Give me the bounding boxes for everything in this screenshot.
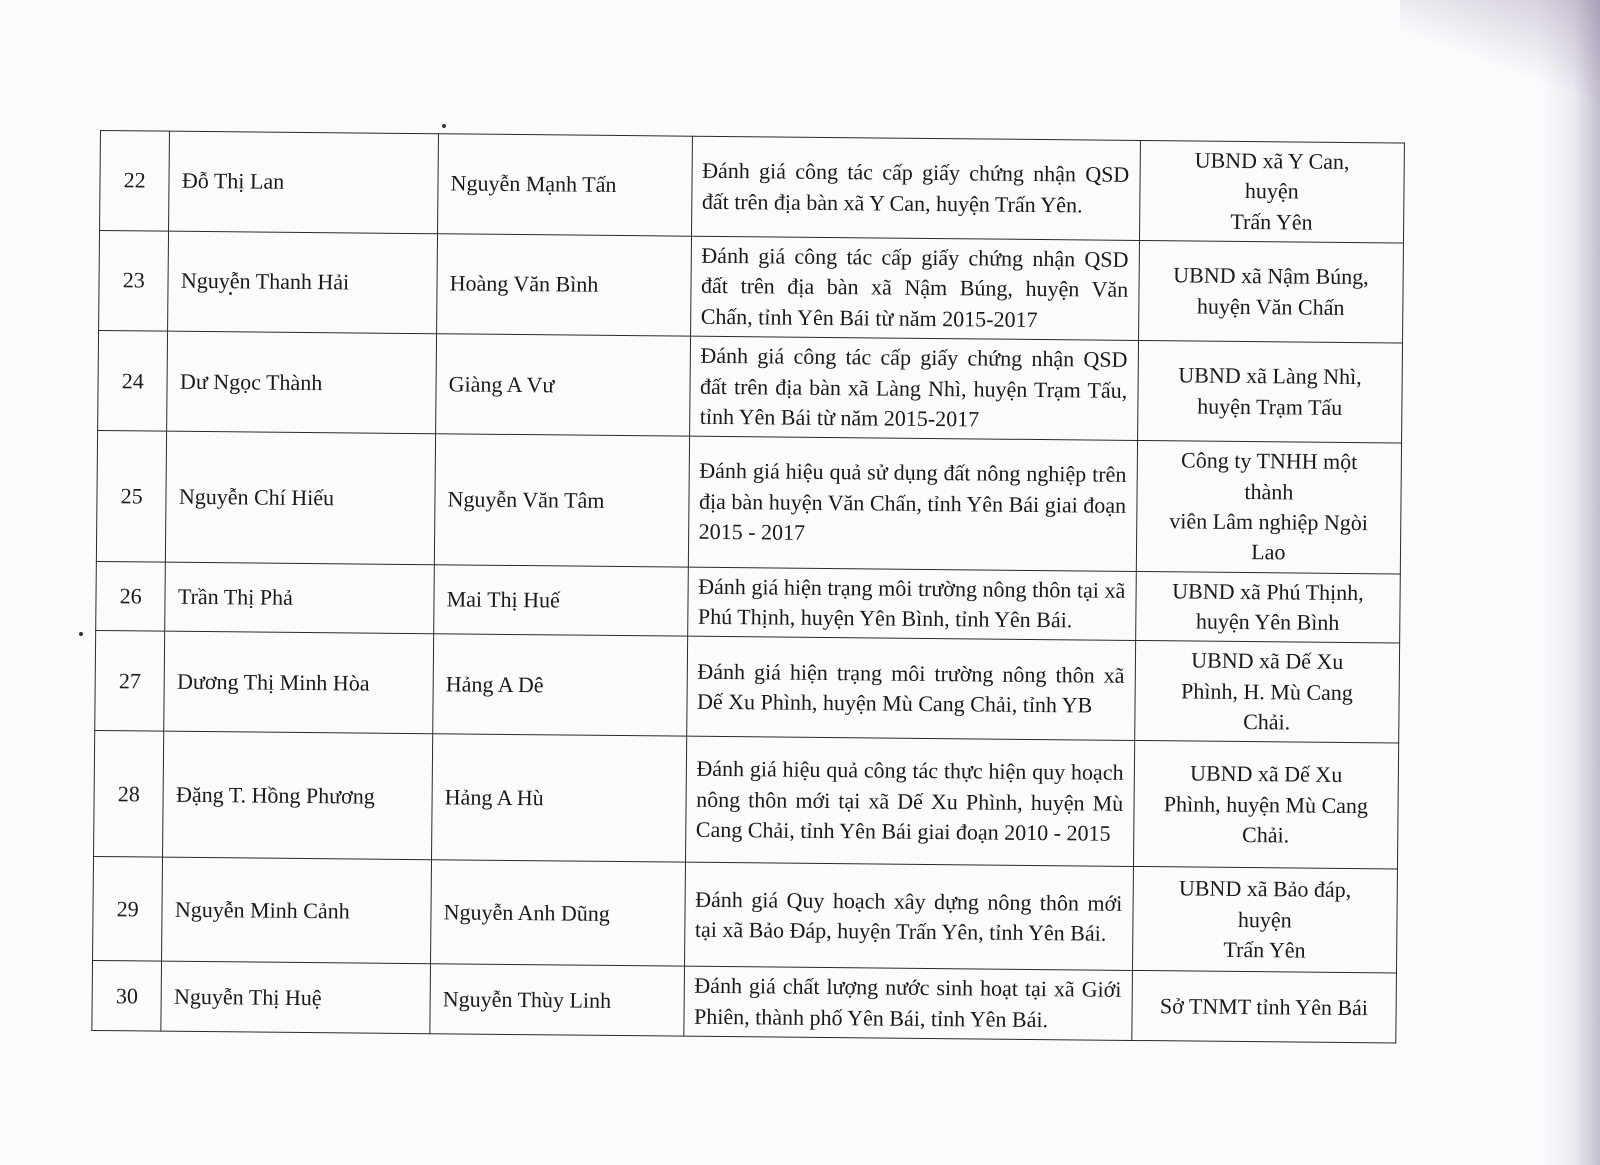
host-unit-line: UBND xã Bảo đáp, bbox=[1178, 875, 1352, 903]
student-name: Nguyễn Minh Cảnh bbox=[162, 858, 432, 965]
assignment-table bbox=[91, 130, 1405, 1044]
student-name: Đỗ Thị Lan bbox=[169, 131, 439, 234]
table-row bbox=[98, 331, 1403, 444]
thesis-topic: Đánh giá hiệu quả công tác thực hiện quy hoạch nông thôn mới tại xã Dế Xu Phình, huyện Mù Cang Chải, tỉnh Yên Bái giai đoạn 2010 - 2015 bbox=[685, 737, 1134, 867]
host-unit-line: UBND xã Dế Xu bbox=[1190, 760, 1343, 788]
host-unit-line: Trấn Yên bbox=[1230, 208, 1313, 235]
host-unit bbox=[1139, 140, 1404, 243]
row-number: 29 bbox=[93, 857, 163, 962]
thesis-topic: Đánh giá hiện trạng môi trường nông thôn tại xã Phú Thịnh, huyện Yên Bình, tỉnh Yên Bái. bbox=[687, 567, 1136, 641]
table-row bbox=[100, 131, 1405, 244]
host-unit-line: huyện Văn Chấn bbox=[1196, 293, 1345, 320]
student-name: Nguyễn Chí Hiếu bbox=[166, 431, 436, 564]
row-number: 27 bbox=[95, 631, 165, 732]
page-corner-fold bbox=[1400, 0, 1600, 120]
host-unit-line: Trấn Yên bbox=[1223, 936, 1306, 963]
advisor-name: Hảng A Dê bbox=[433, 634, 687, 737]
host-unit-line: huyện Yên Bình bbox=[1195, 608, 1340, 635]
host-unit bbox=[1133, 741, 1399, 870]
row-number: 30 bbox=[92, 961, 162, 1031]
host-unit-line: huyện bbox=[1244, 178, 1299, 204]
host-unit-line: Công ty TNHH một bbox=[1180, 447, 1358, 475]
table-row bbox=[96, 431, 1401, 574]
scanned-page-edge-shadow bbox=[1540, 0, 1600, 1165]
table-row bbox=[99, 231, 1404, 344]
host-unit-line: viên Lâm nghiệp Ngòi bbox=[1169, 508, 1369, 536]
thesis-topic: Đánh giá công tác cấp giấy chứng nhận QSD đất trên địa bàn xã Làng Nhì, huyện Trạm Tấu, tỉnh Yên Bái từ năm 2015-2017 bbox=[689, 336, 1138, 440]
table-row bbox=[93, 857, 1398, 974]
host-unit bbox=[1137, 341, 1402, 444]
host-unit-line: Phình, huyện Mù Cang bbox=[1163, 791, 1369, 818]
thesis-topic: Đánh giá công tác cấp giấy chứng nhận QSD đất trên địa bàn xã Nậm Búng, huyện Văn Chấn, tỉnh Yên Bái từ năm 2015-2017 bbox=[690, 236, 1139, 340]
table-body bbox=[92, 131, 1405, 1044]
host-unit-line: Chải. bbox=[1241, 822, 1290, 848]
thesis-topic: Đánh giá công tác cấp giấy chứng nhận QSD đất trên địa bàn xã Y Can, huyện Trấn Yên. bbox=[691, 136, 1140, 240]
host-unit-line: Chải. bbox=[1243, 709, 1291, 735]
row-number: 24 bbox=[98, 331, 168, 432]
host-unit-line: UBND xã Làng Nhì, bbox=[1178, 362, 1362, 390]
row-number: 26 bbox=[96, 561, 166, 631]
scan-speck bbox=[442, 124, 446, 128]
host-unit-line: huyện Trạm Tấu bbox=[1197, 393, 1343, 420]
host-unit-line: UBND xã Nậm Búng, bbox=[1173, 262, 1369, 290]
student-name: Đặng T. Hồng Phương bbox=[163, 732, 433, 861]
thesis-topic: Đánh giá Quy hoạch xây dựng nông thôn mới tại xã Bảo Đáp, huyện Trấn Yên, tỉnh Yên Bái. bbox=[684, 863, 1133, 971]
table-row bbox=[94, 731, 1399, 870]
student-name: Trần Thị Phả bbox=[165, 562, 434, 634]
host-unit-line: UBND xã Phú Thịnh, bbox=[1172, 577, 1364, 605]
host-unit-line: Phình, H. Mù Cang bbox=[1181, 678, 1353, 705]
student-name: Nguyễn Thị Huệ bbox=[161, 962, 430, 1034]
student-name: Dương Thị Minh Hòa bbox=[164, 632, 434, 735]
host-unit-line: huyện bbox=[1237, 906, 1292, 933]
table-row bbox=[96, 561, 1401, 643]
host-unit-line: thành bbox=[1244, 478, 1294, 505]
table-row bbox=[95, 631, 1400, 744]
advisor-name: Mai Thị Huế bbox=[434, 564, 688, 636]
host-unit-line: UBND xã Y Can, bbox=[1194, 147, 1350, 174]
host-unit-line: UBND xã Dế Xu bbox=[1191, 647, 1344, 675]
host-unit-line: Lao bbox=[1251, 539, 1286, 565]
advisor-name: Hoàng Văn Bình bbox=[437, 234, 691, 337]
host-unit bbox=[1136, 441, 1402, 574]
advisor-name: Giàng A Vư bbox=[436, 334, 690, 437]
row-number: 23 bbox=[99, 231, 169, 332]
student-name: Nguyễn Thanh Hải bbox=[168, 231, 438, 334]
advisor-name: Hảng A Hù bbox=[432, 734, 687, 862]
row-number: 22 bbox=[100, 131, 170, 232]
advisor-name: Nguyễn Anh Dũng bbox=[431, 860, 685, 966]
scan-speck bbox=[79, 632, 83, 636]
advisor-name: Nguyễn Thùy Linh bbox=[430, 964, 684, 1036]
row-number: 28 bbox=[94, 731, 165, 858]
host-unit bbox=[1135, 571, 1400, 643]
row-number: 25 bbox=[96, 431, 167, 562]
thesis-topic: Đánh giá hiệu quả sử dụng đất nông nghiệp trên địa bàn huyện Văn Chấn, tỉnh Yên Bái giai đoạn 2015 - 2017 bbox=[688, 436, 1137, 571]
host-unit bbox=[1131, 971, 1396, 1043]
host-unit bbox=[1138, 241, 1403, 344]
host-unit bbox=[1132, 867, 1397, 974]
thesis-topic: Đánh giá hiện trạng môi trường nông thôn xã Dế Xu Phình, huyện Mù Cang Chải, tỉnh YB bbox=[686, 637, 1135, 741]
host-unit bbox=[1134, 641, 1399, 744]
advisor-name: Nguyễn Văn Tâm bbox=[434, 434, 689, 567]
student-name: Dư Ngọc Thành bbox=[167, 331, 437, 434]
host-unit-line: Sở TNMT tỉnh Yên Bái bbox=[1159, 992, 1369, 1020]
advisor-name: Nguyễn Mạnh Tấn bbox=[438, 134, 692, 237]
thesis-topic: Đánh giá chất lượng nước sinh hoạt tại xã Giới Phiên, thành phố Yên Bái, tỉnh Yên Bái. bbox=[683, 967, 1132, 1041]
table-row bbox=[92, 961, 1397, 1043]
